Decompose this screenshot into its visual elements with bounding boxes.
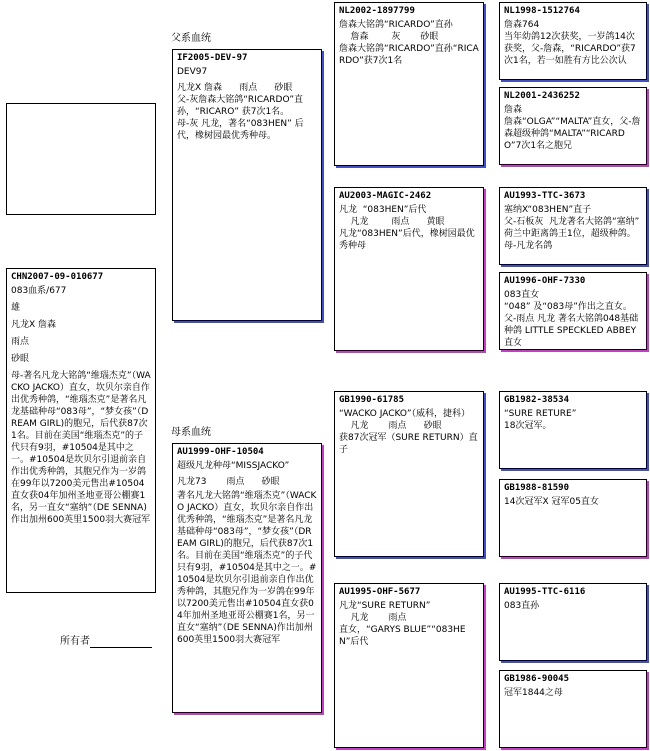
- dam-dam-line: 直女，“GARYS BLUE”“083HEN”后代: [339, 625, 466, 647]
- sire-line: 母-灰 凡龙，著名“083HEN” 后代，橡树园最优秀种母。: [177, 119, 304, 141]
- sdd-line: 083直女: [504, 290, 540, 300]
- sss-line: 当年幼鸽12次获奖，一岁鸽14次获奖，父-詹森，“RICARDO”获7次1名，若一如胜有方比公次认: [504, 32, 636, 66]
- owner-underline: [90, 637, 152, 648]
- dam-sire-line: 获87次冠军（SURE RETURN）直子: [339, 433, 478, 455]
- ddd-ring-number: GB1986-90045: [504, 674, 570, 684]
- sss-line: 詹森764: [504, 20, 540, 30]
- subject-line: 雄: [11, 303, 21, 313]
- sire-line: 父-灰詹森大铭鸽“RICARDO”直孙，“RICARO” 获7次1名。: [177, 95, 304, 117]
- sire-sire-dam-card: [499, 87, 647, 165]
- sire-ring-number: IF2005-DEV-97: [177, 53, 248, 63]
- sire-card: [172, 49, 322, 321]
- dam-line: 超级凡龙种母“MISSJACKO”: [177, 461, 290, 471]
- dds-ring-number: AU1995-TTC-6116: [504, 587, 586, 597]
- sire-sire-line: 詹森大铭鸽“RICARDO”直孙: [339, 20, 453, 30]
- sire-dam-line: 凡龙“083HEN”后代，橡树园最优秀种母: [339, 229, 475, 251]
- dam-dam-line: 凡龙 雨点: [339, 613, 407, 623]
- dsd-ring-number: GB1988-81590: [504, 483, 570, 493]
- dam-ring-number: AU1999-OHF-10504: [177, 447, 264, 457]
- dss-line: “SURE RETURE”: [504, 409, 577, 419]
- sire-dam-line: 凡龙 “083HEN”后代: [339, 205, 427, 215]
- dss-ring-number: GB1982-38534: [504, 395, 570, 405]
- subject-line: 凡龙X 詹森: [11, 320, 57, 330]
- ssd-line: 詹森“OLGA”“MALTA”直女，父-詹森超级种鸽“MALTA”“RICARDO”7次1名之胞兄: [504, 117, 641, 151]
- sdd-line: “048” 及“083母”作出之直女。父-雨点 凡龙 著名大铭鸽048基础种鸽 LITTLE SPECKLED ABBEY 直女: [504, 302, 639, 348]
- sire-line: 凡龙X 詹森 雨点 砂眼: [177, 83, 293, 93]
- sire-sire-card: [334, 2, 484, 166]
- dam-sire-line: 凡龙 雨点 砂眼: [339, 421, 442, 431]
- dam-dam-ring-number: AU1995-OHF-5677: [339, 587, 421, 597]
- dam-sire-sire-card: [499, 391, 647, 469]
- dam-card: [172, 443, 322, 713]
- owner-label: 所有者: [60, 636, 90, 647]
- subject-ring-number: CHN2007-09-010677: [11, 272, 104, 282]
- dam-sire-ring-number: GB1990-61785: [339, 395, 405, 405]
- sds-ring-number: AU1993-TTC-3673: [504, 191, 586, 201]
- maternal-label: 母系血统: [171, 427, 211, 438]
- dam-dam-sire-card: [499, 583, 647, 661]
- sire-line: DEV97: [177, 67, 208, 77]
- ddd-line: 冠军1844之母: [504, 688, 563, 698]
- sire-dam-ring-number: AU2003-MAGIC-2462: [339, 191, 432, 201]
- sdd-ring-number: AU1996-OHF-7330: [504, 276, 586, 286]
- dss-line: 18次冠军。: [504, 421, 552, 431]
- dam-sire-dam-card: [499, 479, 647, 557]
- owner-field: [60, 636, 152, 648]
- dam-sire-line: “WACKO JACKO”（威科，捷科）: [339, 409, 470, 419]
- dam-line: 著名凡龙大铭鸽“维瑙杰克”（WACKO JACKO）直女，坎贝尔亲自作出优秀种鸽，“维瑙杰克”是著名凡龙基础种母“083母”，“梦女孩”（DREAM GIRL)的胞兄，后代获87次1名。目前在美国“维瑙杰克”的子代只有9羽，#10504是其中之一。#10504是坎贝尔引退前亲自作出优秀种鸽，其胞兄作为一岁鸽在99年以7200美元售出#10504直女获04年加州圣地亚哥公棚赛1名，另一直女“塞纳”（DE SENNA)作出加州600英里1500羽大赛冠军: [177, 491, 317, 645]
- sire-sire-line: 詹森大铭鸽“RICARDO”直孙“RICARDO”获7次1名: [339, 44, 479, 66]
- sds-line: 父-石板灰 凡龙著名大铭鸽“塞纳” 荷兰中距离鸽王1位，超级种鸽。母-凡龙名鸽: [504, 217, 643, 251]
- subject-line: 雨点: [11, 337, 30, 347]
- dam-line: 凡龙73 雨点 砂眼: [177, 477, 280, 487]
- paternal-label: 父系血统: [171, 33, 211, 44]
- dam-dam-card: [334, 583, 484, 748]
- subject-card: [6, 268, 156, 593]
- sss-ring-number: NL1998-1512764: [504, 6, 580, 16]
- sire-dam-sire-card: [499, 187, 647, 265]
- sire-sire-sire-card: [499, 2, 647, 80]
- dsd-line: 14次冠军X 冠军05直女: [504, 497, 599, 507]
- dds-line: 083直孙: [504, 601, 540, 611]
- dam-dam-line: 凡龙“SURE RETURN”: [339, 601, 431, 611]
- photo-box: [6, 103, 156, 215]
- subject-line: 083血系/677: [11, 286, 67, 296]
- dam-sire-card: [334, 391, 484, 557]
- sire-dam-line: 凡龙 雨点 黄眼: [339, 217, 445, 227]
- sire-dam-dam-card: [499, 272, 647, 350]
- sds-line: 塞纳X“083HEN”直子: [504, 205, 592, 215]
- sire-sire-line: 詹森 灰 砂眼: [339, 32, 439, 42]
- subject-line: 母-著名凡龙大铭鸽“维瑙杰克”（WACKO JACKO）直女，坎贝尔亲自作出优秀种鸽，“维瑙杰克”是著名凡龙基础种母“083母”，“梦女孩”（DREAM GIRL)的胞兄，后代获87次1名。目前在美国“维瑙杰克”的子代只有9羽，#10504是其中之一。#10504是坎贝尔引退前亲自作出优秀种鸽，其胞兄作为一岁鸽在99年以7200美元售出#10504直女获04年加州圣地亚哥公棚赛1名，另一直女“塞纳”（DE SENNA)作出加州600英里1500羽大赛冠军: [11, 371, 151, 525]
- sire-dam-card: [334, 187, 484, 351]
- ssd-line: 詹森: [504, 105, 523, 115]
- subject-line: 砂眼: [11, 354, 30, 364]
- ssd-ring-number: NL2001-2436252: [504, 91, 580, 101]
- dam-dam-dam-card: [499, 670, 647, 748]
- sire-sire-ring-number: NL2002-1897799: [339, 6, 415, 16]
